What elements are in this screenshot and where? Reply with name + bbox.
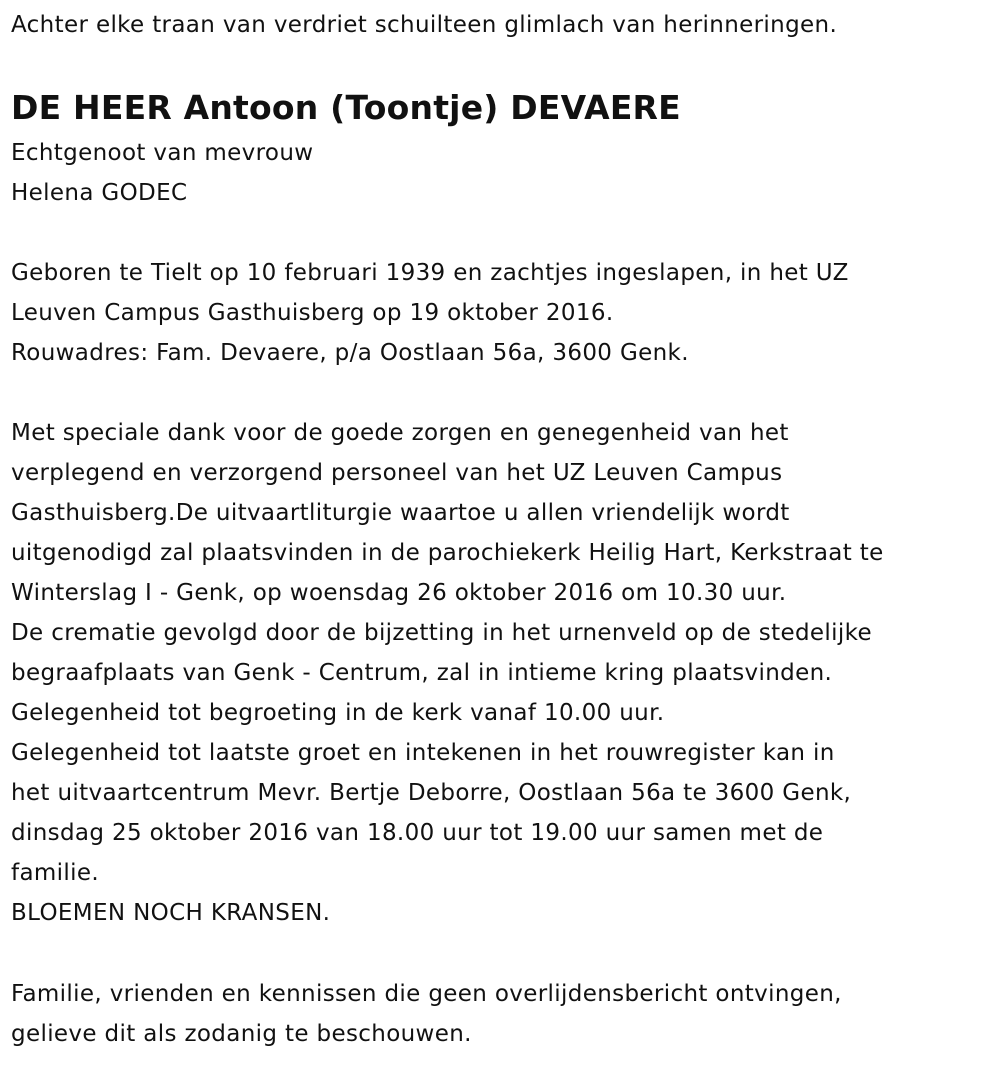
funeral-details-section <box>11 413 884 933</box>
detail-line: Gelegenheid tot begroeting in de kerk vanaf 10.00 uur. <box>11 700 665 726</box>
spouse-line: Helena GODEC <box>11 180 188 206</box>
closing-section <box>11 974 842 1054</box>
deceased-name: DE HEER Antoon (Toontje) DEVAERE <box>11 88 681 127</box>
detail-line: verplegend en verzorgend personeel van het UZ Leuven Campus <box>11 460 783 486</box>
address-line: Rouwadres: Fam. Devaere, p/a Oostlaan 56a, 3600 Genk. <box>11 340 689 366</box>
spouse-section <box>11 133 313 213</box>
closing-line: gelieve dit als zodanig te beschouwen. <box>11 1021 472 1047</box>
detail-line: Gelegenheid tot laatste groet en intekenen in het rouwregister kan in <box>11 740 835 766</box>
detail-line: Winterslag I - Genk, op woensdag 26 oktober 2016 om 10.30 uur. <box>11 580 787 606</box>
spouse-line: Echtgenoot van mevrouw <box>11 140 314 166</box>
flowers-note: BLOEMEN NOCH KRANSEN. <box>11 900 331 926</box>
detail-line: uitgenodigd zal plaatsvinden in de parochiekerk Heilig Hart, Kerkstraat te <box>11 540 884 566</box>
detail-line: dinsdag 25 oktober 2016 van 18.00 uur tot 19.00 uur samen met de <box>11 820 824 846</box>
detail-line: Gasthuisberg.De uitvaartliturgie waartoe u allen vriendelijk wordt <box>11 500 790 526</box>
detail-line: begraafplaats van Genk - Centrum, zal in intieme kring plaatsvinden. <box>11 660 833 686</box>
birth-line: Leuven Campus Gasthuisberg op 19 oktober 2016. <box>11 300 614 326</box>
detail-line: Met speciale dank voor de goede zorgen en genegenheid van het <box>11 420 789 446</box>
motto-quote: Achter elke traan van verdriet schuilteen glimlach van herinneringen. <box>11 12 838 38</box>
closing-line: Familie, vrienden en kennissen die geen overlijdensbericht ontvingen, <box>11 981 842 1007</box>
detail-line: het uitvaartcentrum Mevr. Bertje Deborre, Oostlaan 56a te 3600 Genk, <box>11 780 852 806</box>
detail-line: De crematie gevolgd door de bijzetting in het urnenveld op de stedelijke <box>11 620 873 646</box>
birth-line: Geboren te Tielt op 10 februari 1939 en zachtjes ingeslapen, in het UZ <box>11 260 849 286</box>
detail-line: familie. <box>11 860 100 886</box>
birth-death-section <box>11 253 849 373</box>
